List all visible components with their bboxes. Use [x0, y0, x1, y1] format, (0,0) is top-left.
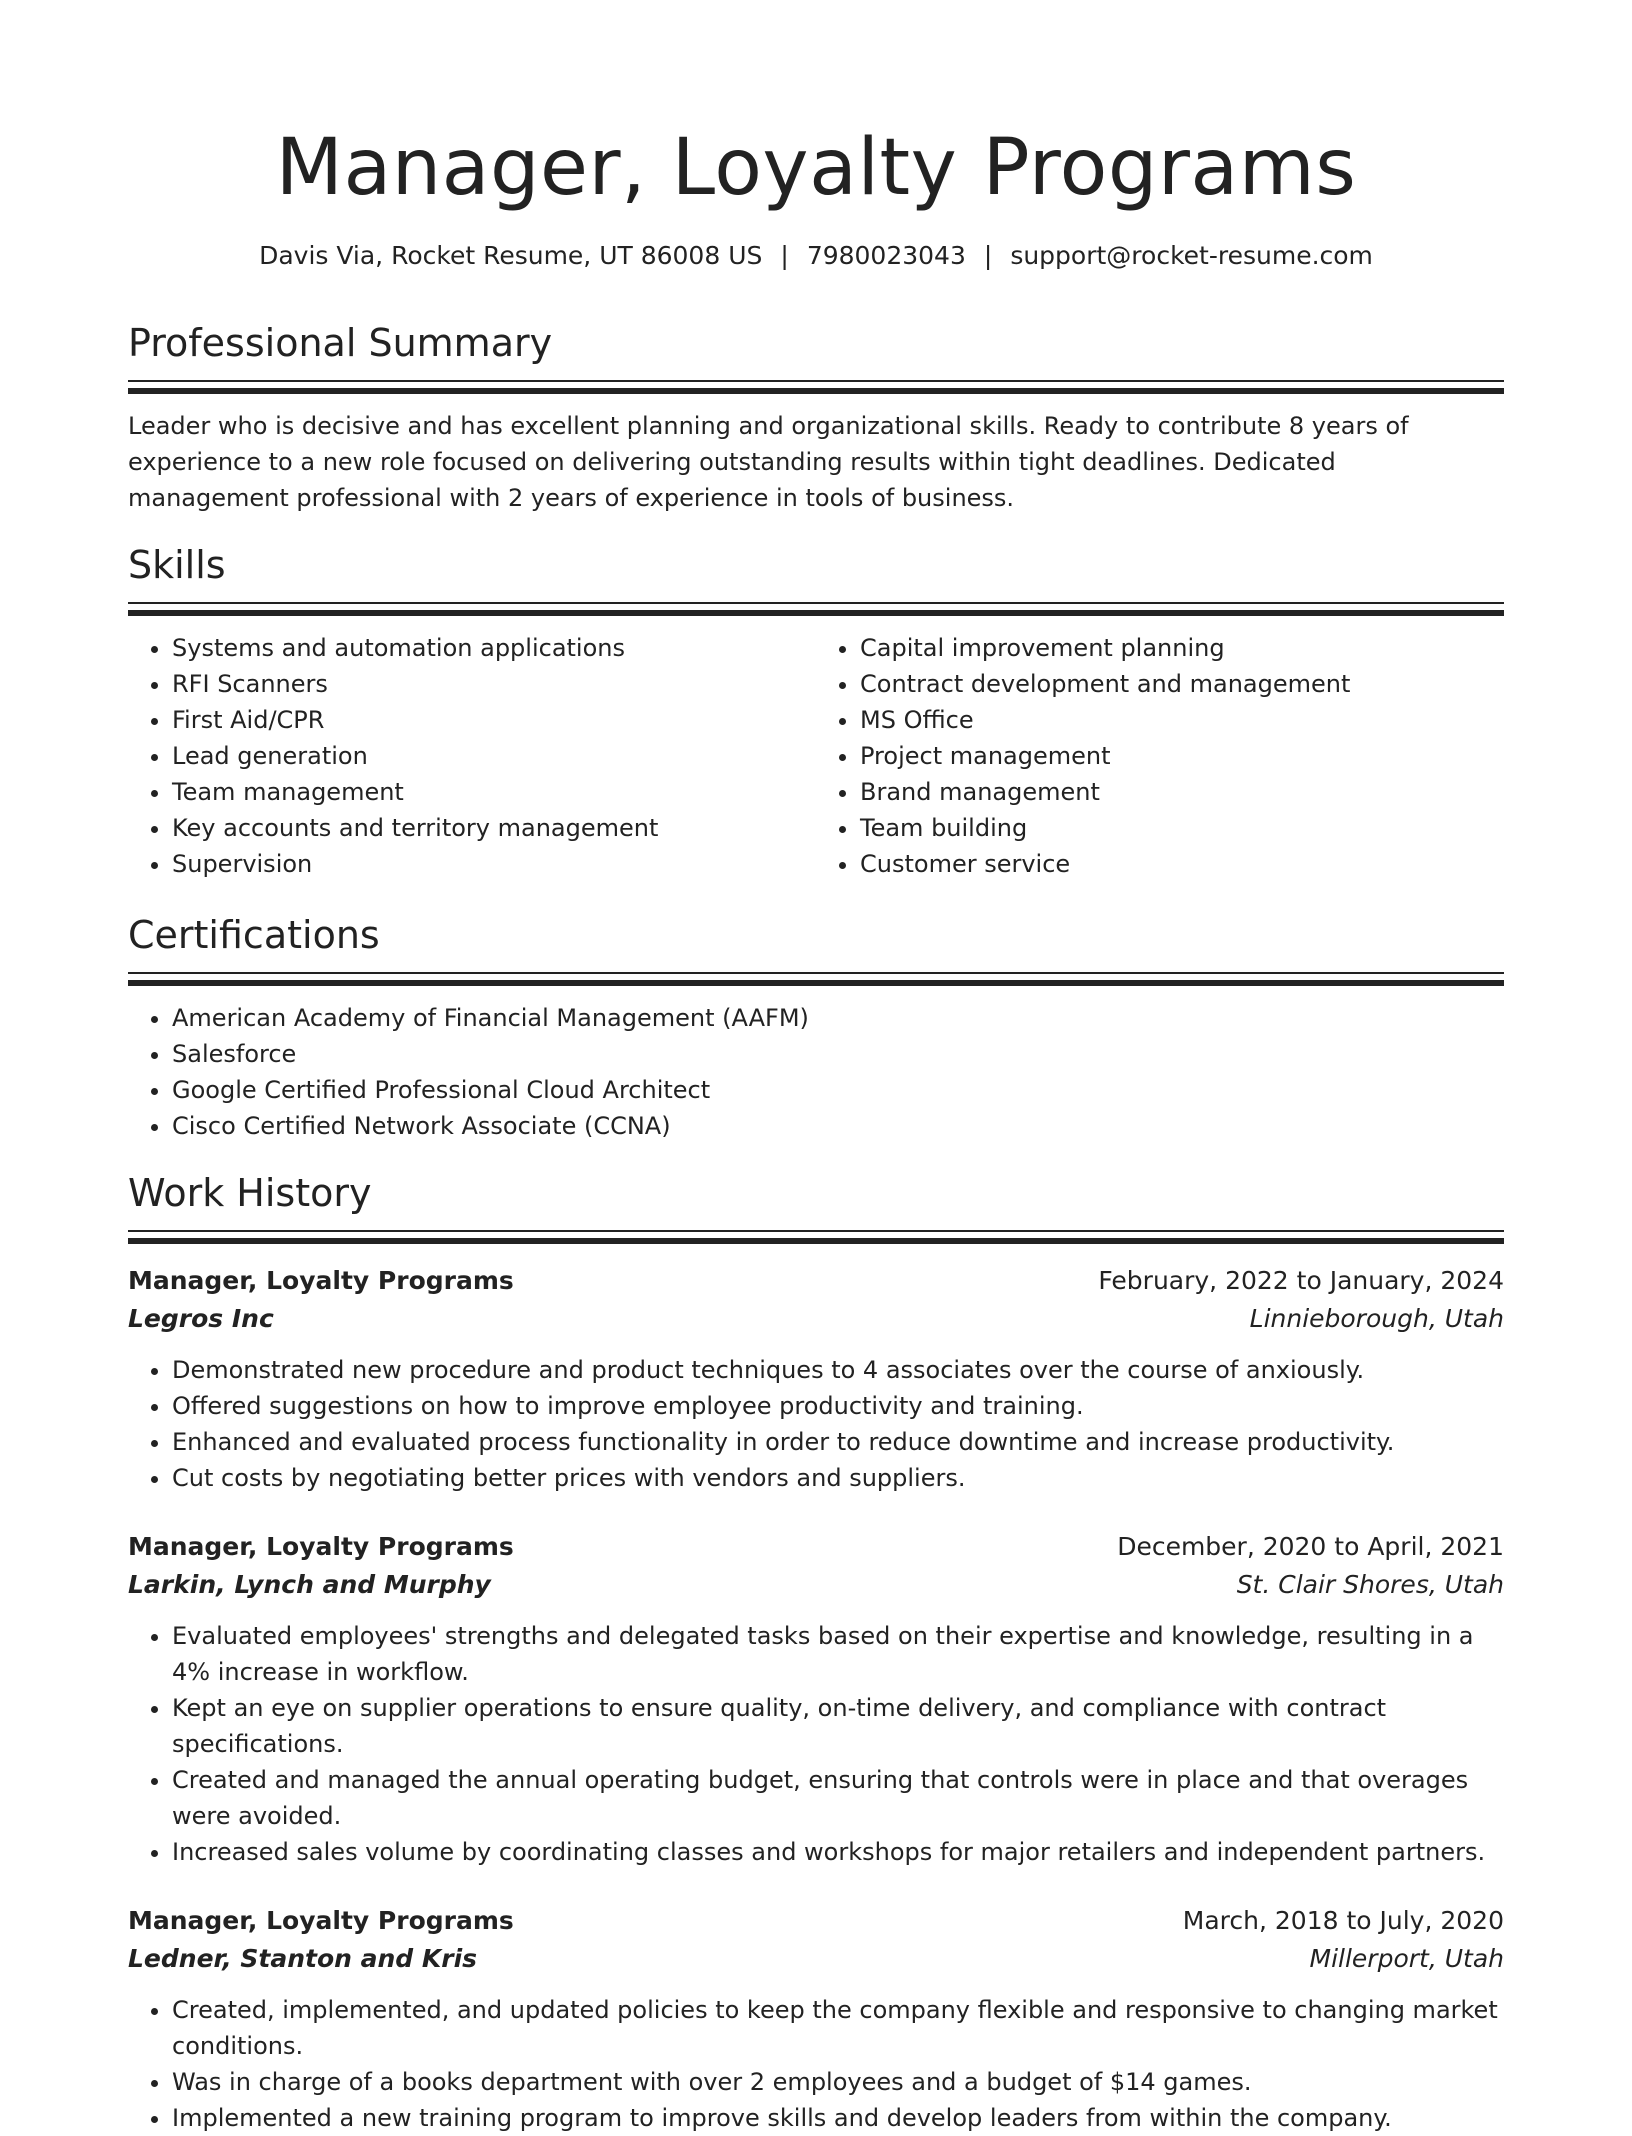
- section-divider: [128, 602, 1504, 604]
- job-entry: [128, 1528, 1504, 1870]
- job-dates: February, 2022 to January, 2024: [1098, 1266, 1504, 1295]
- job-bullet: • Created and managed the annual operating budget, ensuring that controls were in place and that overages were avoided.: [172, 1762, 1504, 1834]
- section-divider: [128, 1230, 1504, 1232]
- skills-list-right: [816, 630, 1492, 882]
- job-bullet: • Enhanced and evaluated process functionality in order to reduce downtime and increase productivity.: [172, 1424, 1504, 1460]
- skills-list-left: [128, 630, 816, 882]
- skill-item: • Project management: [860, 738, 1492, 774]
- job-subheader: [128, 1940, 1504, 1978]
- work-history-section: [128, 1168, 1504, 2136]
- job-bullets: [128, 1618, 1504, 1870]
- job-bullet: • Demonstrated new procedure and product techniques to 4 associates over the course of anxiously.: [172, 1352, 1504, 1388]
- contact-address: Davis Via, Rocket Resume, UT 86008 US: [259, 241, 763, 270]
- job-title: Manager, Loyalty Programs: [128, 1532, 514, 1561]
- job-company: Larkin, Lynch and Murphy: [128, 1570, 491, 1599]
- certification-item: • Salesforce: [172, 1036, 1504, 1072]
- skill-item: • Capital improvement planning: [860, 630, 1492, 666]
- skill-item: • Team management: [172, 774, 816, 810]
- certification-item: • American Academy of Financial Management (AAFM): [172, 1000, 1504, 1036]
- section-divider-thick: [128, 980, 1504, 986]
- job-location: Linnieborough, Utah: [1249, 1304, 1504, 1333]
- skill-item: • First Aid/CPR: [172, 702, 816, 738]
- contact-phone: 7980023043: [806, 241, 966, 270]
- section-divider: [128, 380, 1504, 382]
- contact-separator: |: [780, 241, 789, 270]
- job-bullet: • Created, implemented, and updated policies to keep the company flexible and responsive to changing market conditions.: [172, 1992, 1504, 2064]
- skill-item: • Customer service: [860, 846, 1492, 882]
- job-company: Legros Inc: [128, 1304, 274, 1333]
- job-dates: December, 2020 to April, 2021: [1117, 1532, 1504, 1561]
- job-title: Manager, Loyalty Programs: [128, 1266, 514, 1295]
- job-company: Ledner, Stanton and Kris: [128, 1944, 478, 1973]
- skill-item: • Lead generation: [172, 738, 816, 774]
- job-bullet: • Cut costs by negotiating better prices with vendors and suppliers.: [172, 1460, 1504, 1496]
- contact-separator: |: [983, 241, 993, 270]
- skill-item: • Brand management: [860, 774, 1492, 810]
- job-header: [128, 1902, 1504, 1940]
- job-header: [128, 1528, 1504, 1566]
- job-bullet: • Evaluated employees' strengths and delegated tasks based on their expertise and knowledge, resulting in a 4% increase in workflow.: [172, 1618, 1504, 1690]
- job-entry: [128, 1902, 1504, 2136]
- job-dates: March, 2018 to July, 2020: [1182, 1906, 1504, 1935]
- job-bullet: • Kept an eye on supplier operations to ensure quality, on-time delivery, and compliance with contract specifications.: [172, 1690, 1504, 1762]
- job-bullets: [128, 1992, 1504, 2136]
- skills-grid: [128, 616, 1504, 882]
- skill-item: • Team building: [860, 810, 1492, 846]
- job-header: [128, 1262, 1504, 1300]
- job-title: Manager, Loyalty Programs: [128, 1906, 514, 1935]
- certifications-list: [128, 1000, 1504, 1144]
- job-location: Millerport, Utah: [1309, 1944, 1504, 1973]
- section-divider-thick: [128, 388, 1504, 394]
- section-heading: Skills: [128, 543, 226, 587]
- job-bullet: • Implemented a new training program to improve skills and develop leaders from within the company.: [172, 2100, 1504, 2136]
- section-heading: Work History: [128, 1171, 372, 1215]
- job-bullets: [128, 1352, 1504, 1496]
- section-heading: Professional Summary: [128, 321, 553, 365]
- job-subheader: [128, 1566, 1504, 1604]
- contact-email: support@rocket-resume.com: [1010, 241, 1373, 270]
- job-bullet: • Was in charge of a books department with over 2 employees and a budget of $14 games.: [172, 2064, 1504, 2100]
- section-divider-thick: [128, 1238, 1504, 1244]
- contact-line: [128, 238, 1504, 274]
- job-location: St. Clair Shores, Utah: [1236, 1570, 1504, 1599]
- section-heading: Certifications: [128, 913, 380, 957]
- summary-text: Leader who is decisive and has excellent planning and organizational skills. Ready to contribute 8 years of experience to a new role focused on delivering outstanding results within tight deadlines. Dedicated management professional with 2 years of experience in tools of business.: [128, 412, 1409, 512]
- skill-item: • Supervision: [172, 846, 816, 882]
- certifications-section: [128, 910, 1504, 1144]
- skills-section: [128, 540, 1504, 882]
- skill-item: • RFI Scanners: [172, 666, 816, 702]
- certification-item: • Cisco Certified Network Associate (CCNA): [172, 1108, 1504, 1144]
- skill-item: • Key accounts and territory management: [172, 810, 816, 846]
- summary-section: [128, 318, 1504, 516]
- skill-item: • Systems and automation applications: [172, 630, 816, 666]
- job-entry: [128, 1262, 1504, 1496]
- certification-item: • Google Certified Professional Cloud Architect: [172, 1072, 1504, 1108]
- resume-title: Manager, Loyalty Programs: [275, 123, 1357, 213]
- job-bullet: • Increased sales volume by coordinating classes and workshops for major retailers and independent partners.: [172, 1834, 1504, 1870]
- job-subheader: [128, 1300, 1504, 1338]
- skill-item: • MS Office: [860, 702, 1492, 738]
- job-bullet: • Offered suggestions on how to improve employee productivity and training.: [172, 1388, 1504, 1424]
- skill-item: • Contract development and management: [860, 666, 1492, 702]
- section-divider: [128, 972, 1504, 974]
